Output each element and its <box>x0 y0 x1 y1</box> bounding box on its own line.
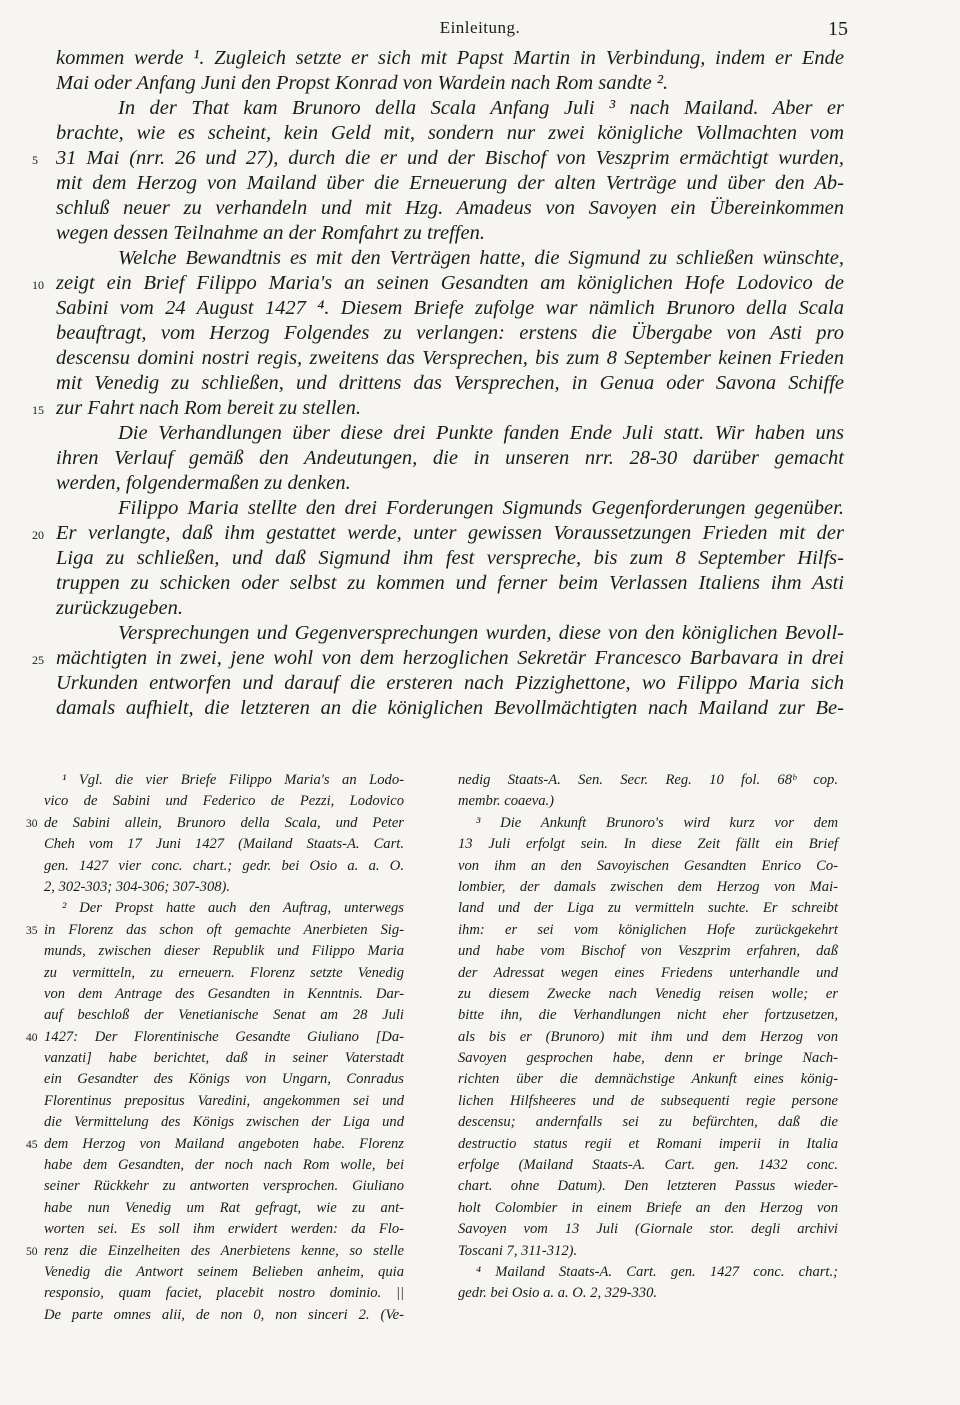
text-line-text: Filippo Maria stellte den drei Forderungen Sigmunds Gegenforderungen gegenüber. <box>118 497 844 519</box>
footnote-line <box>458 856 838 877</box>
text-line-text: ihren Verlauf gemäß den Andeutungen, die in unseren nrr. 28-30 darüber gemacht <box>56 447 844 469</box>
text-line-text: zurückzugeben. <box>56 597 183 619</box>
text-line-text: zeigt ein Brief Filippo Maria's an seinen Gesandten am königlichen Hofe Lodovico de <box>56 272 844 294</box>
text-line-text: Er verlangte, daß ihm gestattet werde, unter gewissen Voraussetzungen Frieden mit der <box>56 522 844 544</box>
main-text <box>32 46 844 721</box>
footnote-line <box>44 1198 404 1219</box>
page-number: 15 <box>828 18 848 40</box>
footnote-line <box>458 1176 838 1197</box>
text-line <box>32 646 844 671</box>
footnote-line <box>458 770 838 791</box>
footnote-line <box>44 1091 404 1112</box>
text-line <box>56 571 844 596</box>
text-line <box>56 596 844 621</box>
footnote-line <box>26 1027 404 1048</box>
text-line <box>56 446 844 471</box>
text-line <box>56 496 844 521</box>
footnote-line-text: vanzati] habe berichtet, daß in seiner Vaterstadt <box>44 1050 404 1067</box>
footnote-line-text: zu diesem Zwecke nach Venedig reisen wolle; er <box>458 985 838 1002</box>
text-line-text: wegen dessen Teilnahme an der Romfahrt zu treffen. <box>56 222 485 244</box>
footnote-line <box>458 898 838 919</box>
text-line-text: damals aufhielt, die letzteren an die königlichen Bevollmächtigten nach Mailand zur Be- <box>56 697 844 719</box>
line-number: 15 <box>32 403 44 417</box>
text-line-text: mit Venedig zu schließen, und drittens das Versprechen, in Genua oder Savona Schiffe <box>56 372 844 394</box>
line-number: 20 <box>32 528 44 542</box>
text-line <box>56 46 844 71</box>
text-line <box>32 146 844 171</box>
footnote-line <box>458 1005 838 1026</box>
footnote-line <box>458 1241 838 1262</box>
text-line <box>56 196 844 221</box>
footnote-line <box>458 1027 838 1048</box>
footnote-line-text: der Adressat wegen eines Friedens unterhandle und <box>458 964 838 981</box>
footnote-line <box>26 1134 404 1155</box>
footnote-line-text: 1427: Der Florentinische Gesandte Giuliano [Da- <box>44 1028 404 1045</box>
footnote-line-text: dem Herzog von Mailand angeboten habe. Florenz <box>44 1135 404 1152</box>
text-line <box>56 246 844 271</box>
footnote-line <box>458 834 838 855</box>
footnote-line <box>458 1048 838 1069</box>
footnote-line-text: lichen Hilfsheeres und de subsequenti regie persone <box>458 1092 838 1109</box>
footnote-line <box>44 1155 404 1176</box>
footnote-line-text: destructio status regii et Romani imperii in Italia <box>458 1135 838 1152</box>
line-number: 10 <box>32 278 44 292</box>
footnote-line <box>458 1112 838 1133</box>
footnote-line-text: ihm: er sei vom königlichen Hofe zurückgekehrt <box>458 921 838 938</box>
footnote-line <box>44 834 404 855</box>
footnote-line-text: de Sabini allein, Brunoro della Scala, und Peter <box>44 814 404 831</box>
footnote-line <box>458 1155 838 1176</box>
text-line <box>56 96 844 121</box>
footnote-line-text: Venedig die Antwort seinem Belieben anheim, quia <box>44 1263 404 1280</box>
footnote-line-text: ⁴ Mailand Staats-A. Cart. gen. 1427 conc. chart.; <box>476 1263 838 1280</box>
footnote-line <box>44 1048 404 1069</box>
footnote-line-text: De parte omnes alii, de non 0, non sinceri 2. (Ve- <box>44 1306 404 1323</box>
footnote-line-text: gedr. bei Osio a. a. O. 2, 329-330. <box>458 1285 658 1302</box>
footnote-line <box>44 856 404 877</box>
text-line-text: kommen werde ¹. Zugleich setzte er sich mit Papst Martin in Verbindung, indem er Ende <box>56 47 844 69</box>
text-line-text: werden, folgendermaßen zu denken. <box>56 472 351 494</box>
text-line-text: mit dem Herzog von Mailand über die Erneuerung der alten Verträge und über den Ab- <box>56 172 844 194</box>
text-line-text: In der That kam Brunoro della Scala Anfang Juli ³ nach Mailand. Aber er <box>118 97 844 119</box>
line-number: 50 <box>26 1245 38 1258</box>
running-head <box>0 14 960 48</box>
footnote-line-text: renz die Einzelheiten des Anerbietens kenne, so stelle <box>44 1242 404 1259</box>
text-line-text: Sabini vom 24 August 1427 ⁴. Diesem Briefe zufolge war nämlich Brunoro della Scala <box>56 297 844 319</box>
footnote-line <box>44 1283 404 1304</box>
text-line <box>56 296 844 321</box>
text-line <box>56 696 844 721</box>
text-line-text: beauftragt, vom Herzog Folgendes zu verlangen: erstens die Übergabe von Asti pro <box>56 322 844 344</box>
text-line <box>56 121 844 146</box>
footnote-line-text: ² Der Propst hatte auch den Auftrag, unterwegs <box>62 900 404 917</box>
footnote-line-text: Toscani 7, 311-312). <box>458 1242 578 1259</box>
footnote-line-text: Savoyen vom 13 Juli (Giornale stor. degli archivi <box>458 1221 838 1238</box>
footnote-line-text: chart. ohne Datum). Den letzteren Passus wieder- <box>458 1178 838 1195</box>
footnote-line <box>458 1069 838 1090</box>
text-line <box>56 421 844 446</box>
footnote-line-text: 2, 302-303; 304-306; 307-308). <box>44 878 231 895</box>
footnote-line-text: lombier, der damals zwischen dem Herzog von Mai- <box>458 878 838 895</box>
footnote-line-text: holt Colombier in einem Briefe an den Herzog von <box>458 1199 838 1216</box>
text-line-text: mächtigten in zwei, jene wohl von dem herzoglichen Sekretär Francesco Barbavara in drei <box>56 647 844 669</box>
footnote-line-text: ¹ Vgl. die vier Briefe Filippo Maria's an Lodo- <box>62 772 404 788</box>
footnotes <box>28 770 848 1370</box>
footnote-line-text: descensu; andernfalls sei zu befürchten, daß die <box>458 1114 838 1131</box>
text-line-text: Liga zu schließen, und daß Sigmund ihm fest verspreche, bis zum 8 September Hilfs- <box>56 547 844 569</box>
footnote-line-text: erfolge (Mailand Staats-A. Cart. gen. 1432 conc. <box>458 1157 838 1174</box>
footnote-line <box>44 1069 404 1090</box>
footnote-line <box>458 1134 838 1155</box>
footnote-line <box>458 791 838 812</box>
footnote-line-text: seiner Rückkehr zu antworten versprochen. Giuliano <box>44 1178 404 1195</box>
footnote-line-text: Savoyen gesprochen habe, denn er bringe Nach- <box>458 1050 838 1067</box>
line-number: 5 <box>32 153 38 167</box>
text-line <box>56 671 844 696</box>
text-line <box>32 396 844 421</box>
text-line-text: truppen zu schicken oder selbst zu kommen und ferner beim Verlassen Italiens ihm Asti <box>56 572 844 594</box>
text-line <box>32 271 844 296</box>
footnote-line-text: worten sei. Es soll ihm erwidert werden: da Flo- <box>44 1221 404 1238</box>
line-number: 25 <box>32 653 44 667</box>
footnote-line <box>44 877 404 898</box>
line-number: 45 <box>26 1138 38 1151</box>
text-line <box>56 346 844 371</box>
text-line-text: Die Verhandlungen über diese drei Punkte fanden Ende Juli statt. Wir haben uns <box>118 422 844 444</box>
footnote-line <box>458 1198 838 1219</box>
footnote-line <box>458 984 838 1005</box>
footnote-line <box>26 920 404 941</box>
footnote-line-text: von ihm an den Savoyischen Gesandten Enrico Co- <box>458 857 838 874</box>
footnote-line-text: auf beschloß der Venetianische Senat am 28 Juli <box>44 1007 404 1024</box>
footnote-line-text: 13 Juli erfolgt sein. In diese Zeit fällt ein Brief <box>458 836 838 853</box>
running-title: Einleitung. <box>439 18 521 37</box>
line-number: 35 <box>26 924 38 937</box>
footnote-line-text: richten über die demnächstige Ankunft eines könig- <box>458 1071 838 1088</box>
footnote-line-text: vico de Sabini und Federico de Pezzi, Lodovico <box>44 793 404 810</box>
footnote-line <box>44 1112 404 1133</box>
footnote-line-text: membr. coaeva.) <box>458 793 555 810</box>
footnote-line <box>458 1091 838 1112</box>
footnote-line-text: in Florenz das schon oft gemachte Anerbieten Sig- <box>44 921 404 938</box>
text-line-text: Urkunden entworfen und darauf die ersteren nach Pizzighettone, wo Filippo Maria sich <box>56 672 844 694</box>
footnote-line-text: habe nun Venedig um Rat gefragt, wie zu ant- <box>44 1199 404 1216</box>
footnote-line <box>458 1283 838 1304</box>
text-line-text: brachte, wie es scheint, kein Geld mit, sondern nur zwei königliche Vollmachten vom <box>56 122 844 144</box>
footnotes-right-column <box>458 770 838 1305</box>
footnote-line-text: ³ Die Ankunft Brunoro's wird kurz vor dem <box>476 814 838 831</box>
footnote-line-text: bitte ihn, die Verhandlungen nicht eher fortzusetzen, <box>458 1007 838 1024</box>
footnote-line-text: als bis er (Brunoro) mit ihm und dem Herzog von <box>458 1028 838 1045</box>
footnote-line <box>44 1219 404 1240</box>
footnote-line-text: ein Gesandter des Königs von Ungarn, Conradus <box>44 1071 404 1088</box>
footnote-line-text: und habe vom Bischof von Veszprim erfahren, daß <box>458 943 838 960</box>
footnote-line <box>458 920 838 941</box>
footnote-line <box>458 877 838 898</box>
footnote-line-text: habe dem Gesandten, der noch nach Rom wolle, bei <box>44 1157 404 1174</box>
footnote-line <box>44 963 404 984</box>
footnote-line <box>44 770 404 791</box>
footnote-line <box>44 1176 404 1197</box>
footnote-line <box>458 1262 838 1283</box>
text-line <box>56 321 844 346</box>
line-number: 40 <box>26 1031 38 1044</box>
text-line-text: schluß neuer zu verhandeln und mit Hzg. Amadeus von Savoyen ein Übereinkommen <box>56 197 844 219</box>
footnotes-left-column <box>26 770 404 1326</box>
footnote-line <box>458 813 838 834</box>
footnote-line <box>44 941 404 962</box>
text-line <box>56 221 844 246</box>
footnote-line <box>458 963 838 984</box>
footnote-line <box>458 1219 838 1240</box>
text-line-text: Welche Bewandtnis es mit den Verträgen hatte, die Sigmund zu schließen wünschte, <box>118 247 844 269</box>
footnote-line <box>44 1005 404 1026</box>
line-number: 30 <box>26 817 38 830</box>
footnote-line <box>26 1241 404 1262</box>
text-line <box>32 521 844 546</box>
footnote-line-text: die Vermittelung des Königs zwischen der Liga und <box>44 1114 404 1131</box>
text-line-text: Versprechungen und Gegenversprechungen wurden, diese von den königlichen Bevoll- <box>118 622 844 644</box>
text-line <box>56 71 844 96</box>
footnote-line-text: responsio, quam faciet, placebit nostro dominio. || <box>44 1285 404 1302</box>
footnote-line <box>44 898 404 919</box>
text-line <box>56 546 844 571</box>
text-line <box>56 471 844 496</box>
footnote-line-text: munds, zwischen dieser Republik und Filippo Maria <box>44 943 404 960</box>
text-line-text: Mai oder Anfang Juni den Propst Konrad von Wardein nach Rom sandte ². <box>56 72 669 94</box>
text-line-text: descensu domini nostri regis, zweitens das Versprechen, bis zum 8 September keinen Frieden <box>56 347 844 369</box>
footnote-line <box>458 941 838 962</box>
text-line <box>56 621 844 646</box>
text-line-text: 31 Mai (nrr. 26 und 27), durch die er und der Bischof von Veszprim ermächtigt wurden, <box>56 147 844 169</box>
text-line <box>56 371 844 396</box>
footnote-line <box>44 791 404 812</box>
text-line <box>56 171 844 196</box>
footnote-line-text: Florentinus prepositus Varedini, angekommen sei und <box>44 1092 404 1109</box>
footnote-line-text: von dem Antrage des Gesandten in Kenntnis. Dar- <box>44 985 404 1002</box>
footnote-line <box>44 1262 404 1283</box>
footnote-line <box>44 1305 404 1326</box>
footnote-line-text: land und der Liga zu vermitteln suchte. Er schreibt <box>458 900 838 917</box>
footnote-line-text: gen. 1427 vier conc. chart.; gedr. bei Osio a. a. O. <box>44 857 404 874</box>
footnote-line-text: zu vermitteln, zu erneuern. Florenz setzte Venedig <box>44 964 404 981</box>
footnote-line <box>44 984 404 1005</box>
footnote-line-text: nedig Staats-A. Sen. Secr. Reg. 10 fol. 68ᵇ cop. <box>458 772 838 788</box>
footnote-line <box>26 813 404 834</box>
footnote-line-text: Cheh vom 17 Juni 1427 (Mailand Staats-A. Cart. <box>44 836 404 853</box>
text-line-text: zur Fahrt nach Rom bereit zu stellen. <box>56 397 361 419</box>
